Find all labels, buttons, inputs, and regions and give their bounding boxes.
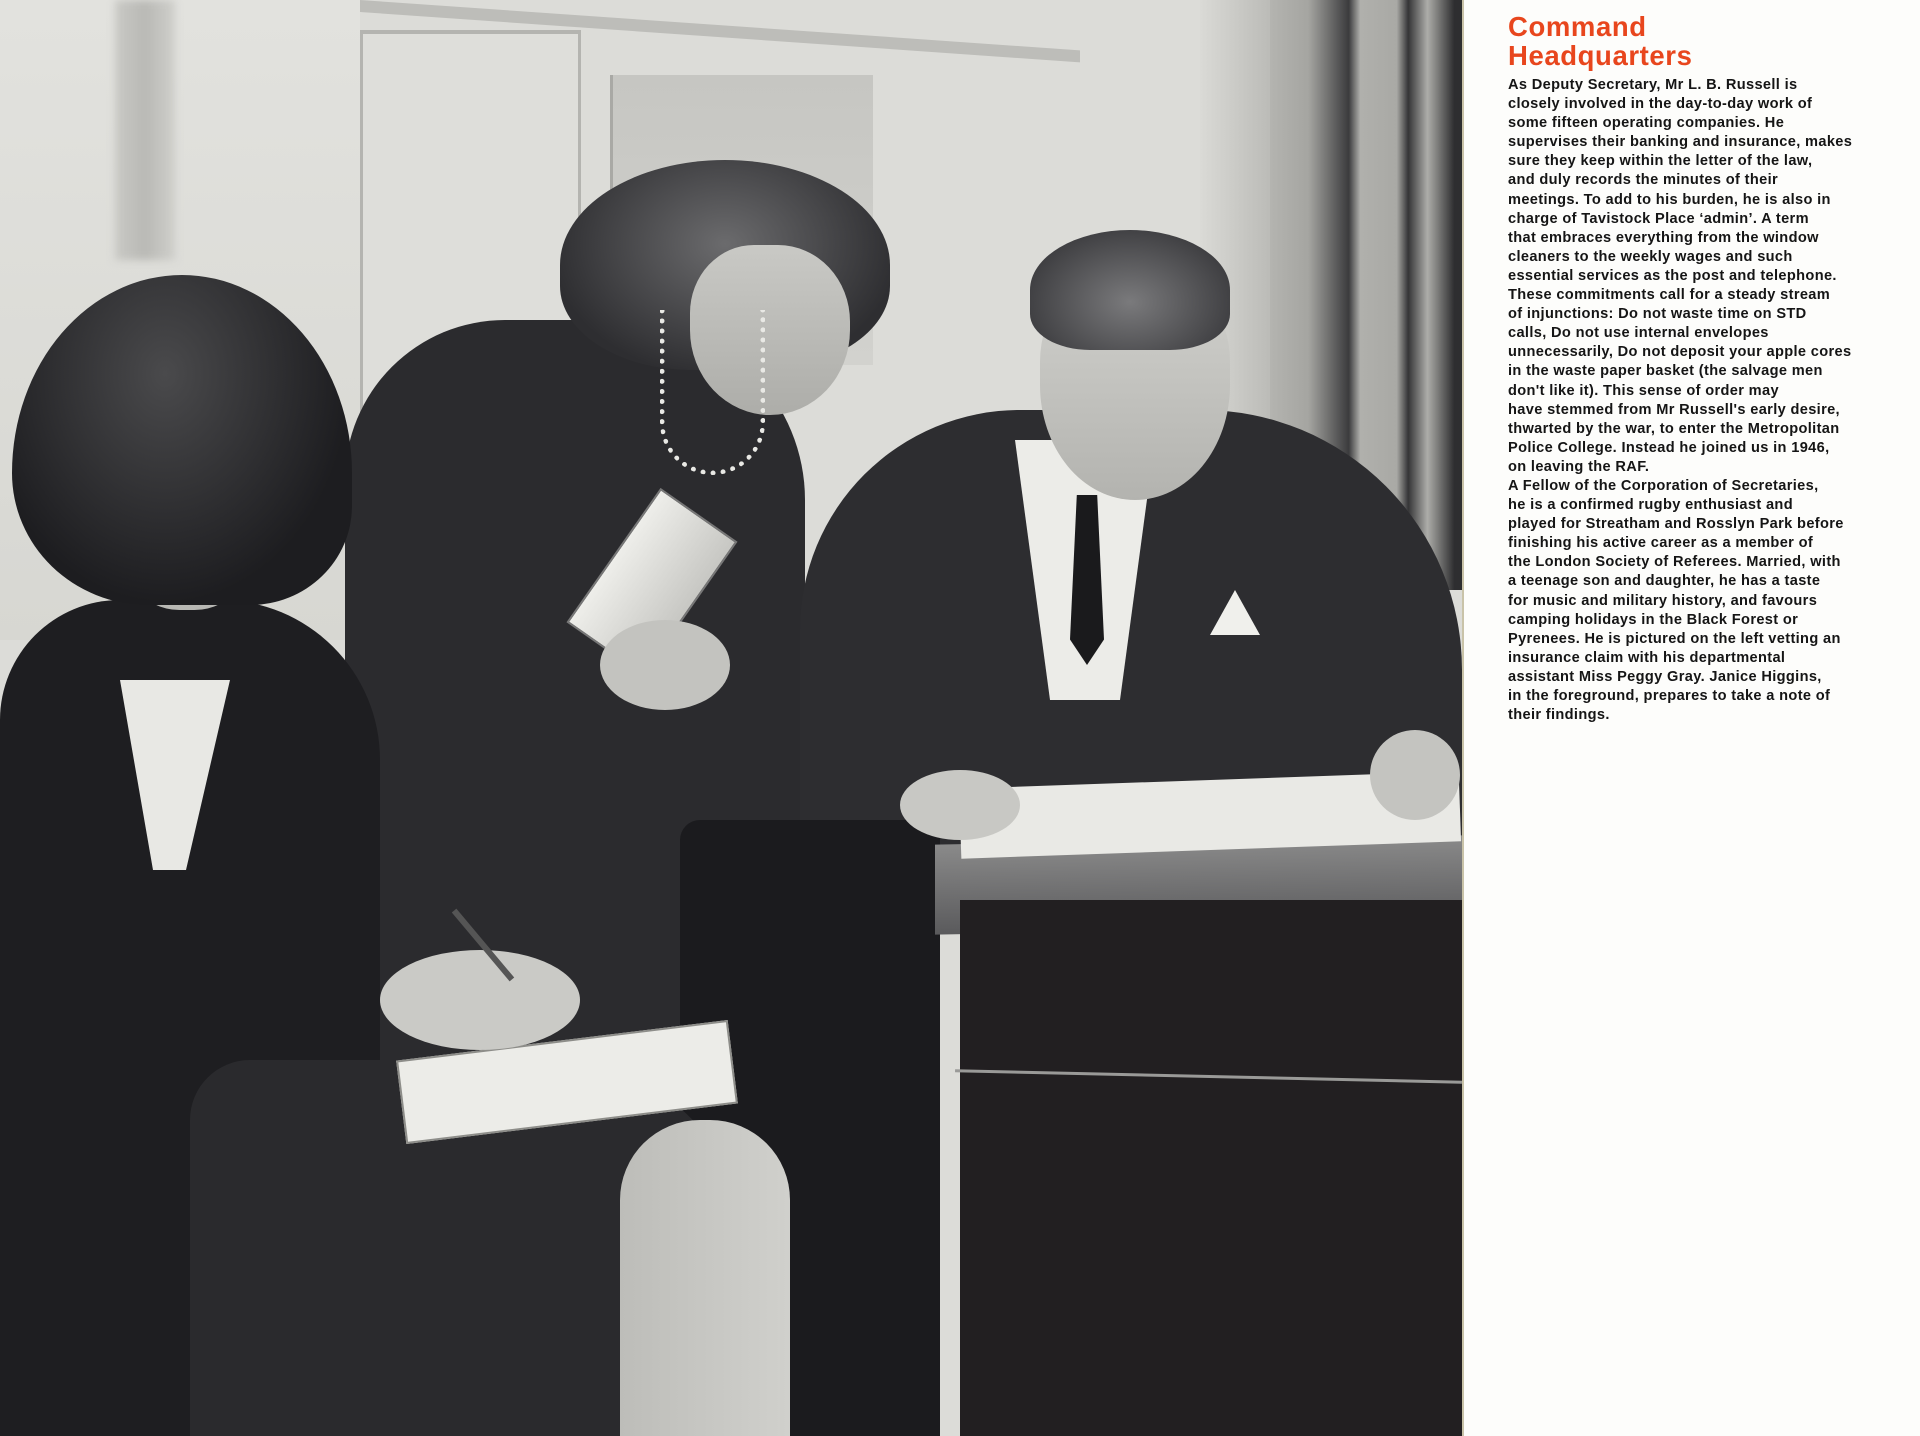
desk (960, 900, 1462, 1436)
body-line: some fifteen operating companies. He (1508, 115, 1785, 132)
body-line: calls, Do not use internal envelopes (1508, 325, 1769, 342)
body-line: closely involved in the day-to-day work of (1508, 96, 1813, 113)
heading-line-1: Command (1508, 11, 1647, 42)
body-line: played for Streatham and Rosslyn Park before (1508, 516, 1844, 533)
body-line: in the foreground, prepares to take a note of (1508, 688, 1831, 704)
body-line: Police College. Instead he joined us in 1946, (1508, 439, 1830, 456)
body-line: As Deputy Secretary, Mr L. B. Russell is (1508, 77, 1798, 93)
body-line: their findings. (1508, 707, 1610, 724)
article-heading (1508, 12, 1918, 70)
body-line: for music and military history, and favours (1508, 592, 1818, 609)
body-line: insurance claim with his departmental (1508, 649, 1786, 666)
body-line: These commitments call for a steady stream (1508, 287, 1831, 304)
pearl-necklace (660, 310, 765, 475)
body-line: thwarted by the war, to enter the Metropolitan (1508, 420, 1840, 437)
body-line: he is a confirmed rugby enthusiast and (1508, 497, 1793, 514)
seated-man-hair (1030, 230, 1230, 350)
body-line: charge of Tavistock Place ‘admin’. A term (1508, 210, 1809, 227)
seated-man-right-hand (1370, 730, 1460, 820)
body-line: sure they keep within the letter of the law, (1508, 153, 1813, 170)
body-line: supervises their banking and insurance, makes (1508, 134, 1853, 151)
article-column (1508, 12, 1918, 725)
body-line: have stemmed from Mr Russell's early desire, (1508, 401, 1840, 418)
seated-man-left-hand (900, 770, 1020, 840)
foreground-woman-hands (380, 950, 580, 1050)
body-line: assistant Miss Peggy Gray. Janice Higgins, (1508, 668, 1822, 685)
body-line: finishing his active career as a member of (1508, 535, 1814, 552)
body-line: in the waste paper basket (the salvage men (1508, 363, 1823, 380)
body-line: the London Society of Referees. Married, with (1508, 554, 1841, 571)
foreground-woman-leg (620, 1120, 790, 1436)
body-line: unnecessarily, Do not deposit your apple cores (1508, 344, 1852, 361)
body-line: essential services as the post and telephone. (1508, 267, 1837, 284)
body-line: camping holidays in the Black Forest or (1508, 611, 1799, 628)
body-line: a teenage son and daughter, he has a taste (1508, 573, 1821, 590)
standing-woman-hands (600, 620, 730, 710)
wall-shadow (115, 0, 175, 260)
body-line: meetings. To add to his burden, he is also in (1508, 191, 1831, 208)
heading-line-2: Headquarters (1508, 40, 1693, 71)
body-line: of injunctions: Do not waste time on STD (1508, 306, 1807, 323)
body-line: cleaners to the weekly wages and such (1508, 248, 1793, 265)
body-line: that embraces everything from the window (1508, 229, 1819, 246)
body-line: Pyrenees. He is pictured on the left vetting an (1508, 630, 1841, 647)
body-line: and duly records the minutes of their (1508, 172, 1779, 189)
body-line: on leaving the RAF. (1508, 458, 1650, 475)
body-line: A Fellow of the Corporation of Secretaries, (1508, 477, 1819, 494)
article-body (1508, 76, 1918, 725)
body-line: don't like it). This sense of order may (1508, 382, 1779, 399)
